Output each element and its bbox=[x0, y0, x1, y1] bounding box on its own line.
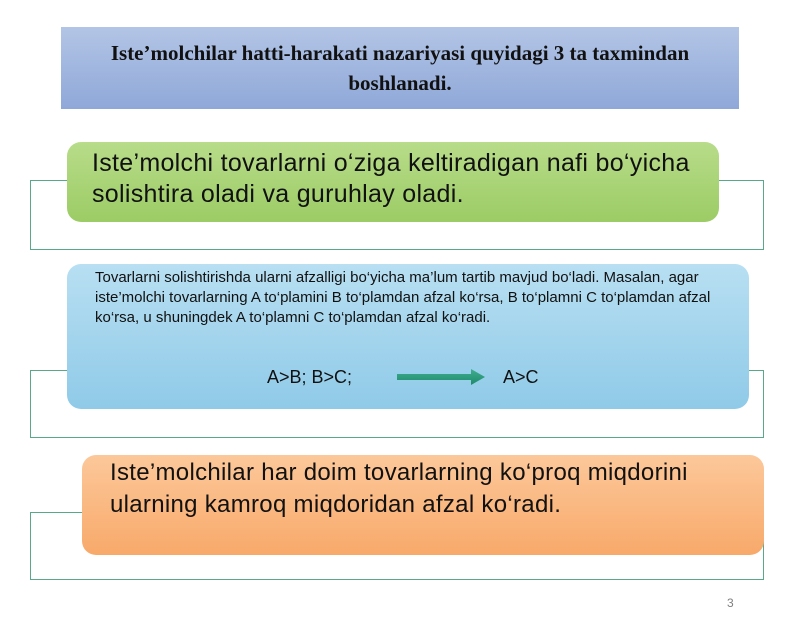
page-number: 3 bbox=[727, 596, 734, 610]
assumption-text-2: Tovarlarni solishtirishda ularni afzalligi bo‘yicha ma’lum tartib mavjud bo‘ladi. Masalan, agar iste’molchi tovarlarning A to‘plamini B to‘plamdan afzal ko‘rsa, B to‘plamni C to‘plamdan afzal ko‘rsa, u shuningdek A to‘plamni C to‘plamdan afzal ko‘radi. bbox=[95, 269, 711, 326]
assumption-card-2 bbox=[67, 264, 749, 409]
formula-premises: A>B; B>C; bbox=[267, 367, 353, 387]
assumption-card-1 bbox=[67, 142, 719, 222]
formula-row bbox=[67, 367, 749, 391]
right-arrow-icon bbox=[397, 369, 485, 385]
assumption-text-1: Iste’molchi tovarlarni o‘ziga keltiradigan nafi bo‘yicha solishtira oladi va guruhlay oladi. bbox=[92, 149, 690, 208]
assumption-card-3 bbox=[82, 455, 764, 555]
slide-title: Iste’molchilar hatti-harakati nazariyasi quyidagi 3 ta taxmindan boshlanadi. bbox=[110, 41, 690, 95]
formula-conclusion: A>C bbox=[503, 367, 539, 387]
title-box bbox=[61, 27, 739, 109]
assumption-text-3: Iste’molchilar har doim tovarlarning ko‘proq miqdorini ularning kamroq miqdoridan afzal ko‘radi. bbox=[110, 459, 688, 518]
